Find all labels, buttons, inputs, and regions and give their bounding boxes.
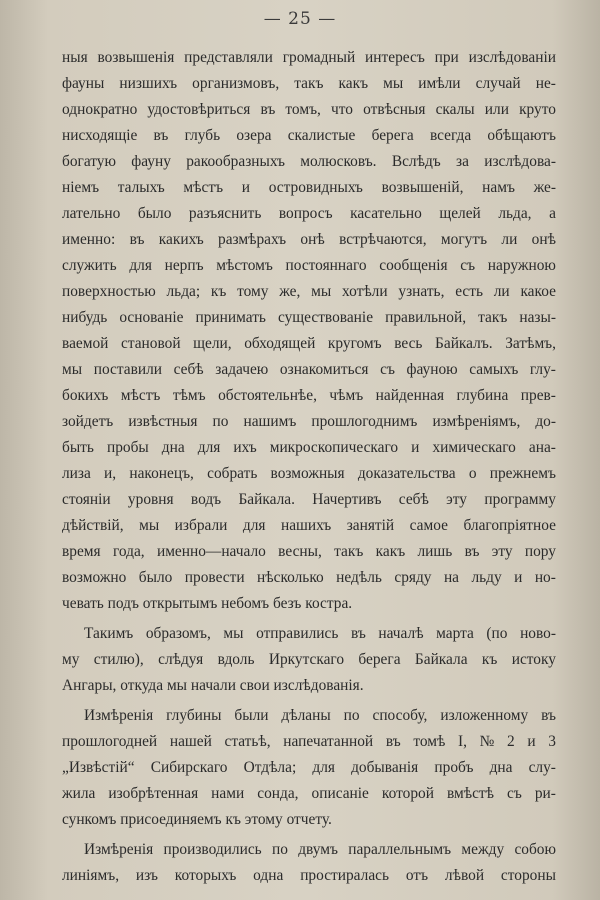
- text-line: ніемъ талыхъ мѣстъ и островидныхъ возвышеній, намъ же-: [62, 179, 556, 196]
- paragraph: [62, 837, 556, 889]
- text-line: нисходящіе въ глубь озера скалистые берега всегда обѣщаютъ: [62, 127, 556, 144]
- text-line: стояніи уровня водъ Байкала. Начертивъ себѣ эту программу: [62, 491, 556, 508]
- paragraph: [62, 45, 556, 617]
- text-line: богатую фауну ракообразныхъ молюсковъ. Вслѣдъ за изслѣдова-: [62, 153, 556, 170]
- page-number: — 25 —: [263, 9, 337, 29]
- paragraph: [62, 621, 556, 699]
- paragraph: [62, 703, 556, 833]
- text-line: дѣйствій, мы избрали для нашихъ занятій самое благопріятное: [62, 517, 556, 534]
- text-line: прошлогодней нашей статьѣ, напечатанной въ томѣ I, № 2 и 3: [62, 733, 556, 750]
- text-line: лательно было разъяснить вопросъ касательно щелей льда, а: [62, 205, 556, 222]
- text-line: жила изобрѣтенная нами сонда, описаніе которой вмѣстѣ съ ри-: [62, 785, 556, 802]
- text-line: Измѣренія производились по двумъ параллельнымъ между собою: [84, 841, 556, 858]
- text-line: ваемой становой щели, обходящей кругомъ весь Байкалъ. Затѣмъ,: [62, 335, 556, 352]
- text-line: линіямъ, изъ которыхъ одна простиралась отъ лѣвой стороны: [62, 867, 556, 884]
- text-line: ныя возвышенія представляли громадный интересъ при изслѣдованіи: [62, 49, 556, 66]
- body-text: [62, 45, 556, 889]
- text-line: именно: въ какихъ размѣрахъ онѣ встрѣчаются, могутъ ли онѣ: [62, 231, 556, 248]
- text-line: чевать подъ открытымъ небомъ безъ костра.: [62, 595, 353, 612]
- text-line: бокихъ мѣстъ тѣмъ обстоятельнѣе, чѣмъ найденная глубина прев-: [62, 387, 556, 404]
- text-line: Измѣренія глубины были дѣланы по способу, изложенному въ: [84, 707, 556, 724]
- text-line: нибудь основаніе принимать существованіе правильной, такъ назы-: [62, 309, 556, 326]
- text-line: Ангары, откуда мы начали свои изслѣдованія.: [62, 677, 364, 694]
- text-line: мы поставили себѣ задачею ознакомиться съ фауною самыхъ глу-: [62, 361, 556, 378]
- text-line: фауны низшихъ организмовъ, такъ какъ мы имѣли случай не-: [62, 75, 556, 92]
- text-line: быть пробы дна для ихъ микроскопическаго и химическаго ана-: [62, 439, 556, 456]
- text-line: время года, именно—начало весны, такъ какъ лишь въ эту пору: [62, 543, 556, 560]
- text-line: му стилю), слѣдуя вдоль Иркутскаго берега Байкала къ истоку: [62, 651, 556, 668]
- text-line: поверхностью льда; къ тому же, мы хотѣли узнать, есть ли какое: [62, 283, 556, 300]
- text-line: Такимъ образомъ, мы отправились въ началѣ марта (по ново-: [84, 625, 556, 642]
- text-line: лиза и, наконецъ, собрать возможныя доказательства о прежнемъ: [62, 465, 556, 482]
- text-line: „Извѣстій“ Сибирскаго Отдѣла; для добыванія пробъ дна слу-: [62, 759, 556, 776]
- text-line: однократно удостовѣриться въ томъ, что отвѣсныя скалы или круто: [62, 101, 556, 118]
- text-line: служить для нерпъ мѣстомъ постояннаго сообщенія съ наружною: [62, 257, 556, 274]
- text-line: зойдетъ извѣстныя по нашимъ прошлогоднимъ измѣреніямъ, до-: [62, 413, 556, 430]
- text-line: возможно было провести нѣсколько недѣль сряду на льду и но-: [62, 569, 556, 586]
- text-line: сункомъ присоединяемъ къ этому отчету.: [62, 811, 332, 828]
